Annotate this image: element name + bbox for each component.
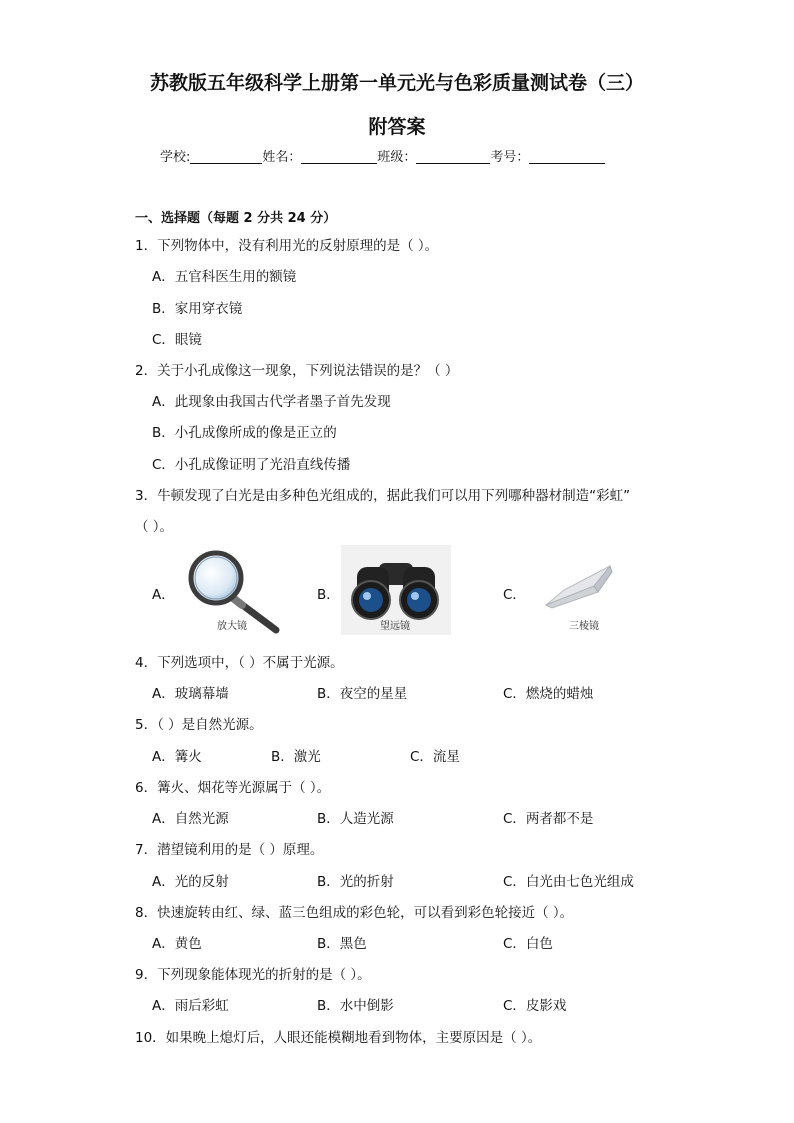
q5-option-b[interactable]: B．激光 (271, 749, 321, 765)
question-9: 9．下列现象能体现光的折射的是（ ）。 (135, 967, 371, 983)
q4-option-c[interactable]: C．燃烧的蜡烛 (503, 686, 594, 702)
question-6: 6．篝火、烟花等光源属于（ ）。 (135, 780, 331, 796)
question-10: 10．如果晚上熄灯后，人眼还能模糊地看到物体，主要原因是（ ）。 (135, 1030, 542, 1046)
binoculars-caption: 望远镜 (380, 621, 410, 632)
name-label: 姓名： (262, 150, 302, 165)
q4-option-b[interactable]: B．夜空的星星 (317, 686, 408, 702)
q2-option-a[interactable]: A．此现象由我国古代学者墨子首先发现 (152, 394, 391, 410)
question-5: 5．（ ）是自然光源。 (135, 717, 263, 733)
question-3-cont: （ ）。 (135, 519, 174, 535)
prism-image (540, 560, 615, 610)
q8-option-c[interactable]: C．白色 (503, 936, 553, 952)
class-blank[interactable] (416, 149, 490, 164)
name-blank[interactable] (301, 149, 377, 164)
q6-option-a[interactable]: A．自然光源 (152, 811, 229, 827)
prism-icon (540, 560, 615, 610)
q3-option-b[interactable]: B． (317, 587, 340, 603)
q3-option-a[interactable]: A． (152, 587, 175, 603)
school-label: 学校: (160, 150, 191, 165)
q7-option-c[interactable]: C．白光由七色光组成 (503, 874, 634, 890)
question-2: 2．关于小孔成像这一现象，下列说法错误的是？（ ） (135, 363, 459, 379)
question-4: 4．下列选项中，（ ）不属于光源。 (135, 655, 344, 671)
number-blank[interactable] (529, 149, 605, 164)
q3-option-c[interactable]: C． (503, 587, 526, 603)
q9-option-a[interactable]: A．雨后彩虹 (152, 998, 229, 1014)
q1-option-c[interactable]: C．眼镜 (152, 332, 202, 348)
q9-option-b[interactable]: B．水中倒影 (317, 998, 394, 1014)
question-1: 1．下列物体中，没有利用光的反射原理的是（ ）。 (135, 238, 439, 254)
q2-option-b[interactable]: B．小孔成像所成的像是正立的 (152, 425, 337, 441)
q1-option-a[interactable]: A．五官科医生用的额镜 (152, 269, 297, 285)
exam-title: 苏教版五年级科学上册第一单元光与色彩质量测试卷（三） (149, 72, 644, 94)
q6-option-c[interactable]: C．两者都不是 (503, 811, 594, 827)
question-3: 3．牛顿发现了白光是由多种色光组成的，据此我们可以用下列哪种器材制造“彩虹” (135, 488, 631, 504)
question-8: 8．快速旋转由红、绿、蓝三色组成的彩色轮，可以看到彩色轮接近（ ）。 (135, 905, 574, 921)
q2-option-c[interactable]: C．小孔成像证明了光沿直线传播 (152, 457, 351, 473)
section-heading: 一、选择题（每题 2 分共 24 分） (135, 211, 337, 226)
q7-option-b[interactable]: B．光的折射 (317, 874, 394, 890)
q8-option-a[interactable]: A．黄色 (152, 936, 202, 952)
q9-option-c[interactable]: C．皮影戏 (503, 998, 567, 1014)
school-blank[interactable] (190, 149, 262, 164)
q5-option-c[interactable]: C．流星 (410, 749, 460, 765)
q1-option-b[interactable]: B．家用穿衣镜 (152, 301, 243, 317)
q8-option-b[interactable]: B．黑色 (317, 936, 367, 952)
q6-option-b[interactable]: B．人造光源 (317, 811, 394, 827)
exam-subtitle: 附答案 (368, 116, 426, 138)
class-label: 班级： (377, 150, 417, 165)
student-info-row (160, 146, 605, 165)
number-label: 考号： (490, 150, 530, 165)
magnifier-caption: 放大镜 (217, 621, 247, 632)
question-7: 7．潜望镜利用的是（ ）原理。 (135, 842, 324, 858)
prism-caption: 三棱镜 (569, 621, 599, 632)
q5-option-a[interactable]: A．篝火 (152, 749, 202, 765)
q7-option-a[interactable]: A．光的反射 (152, 874, 229, 890)
q4-option-a[interactable]: A．玻璃幕墙 (152, 686, 229, 702)
